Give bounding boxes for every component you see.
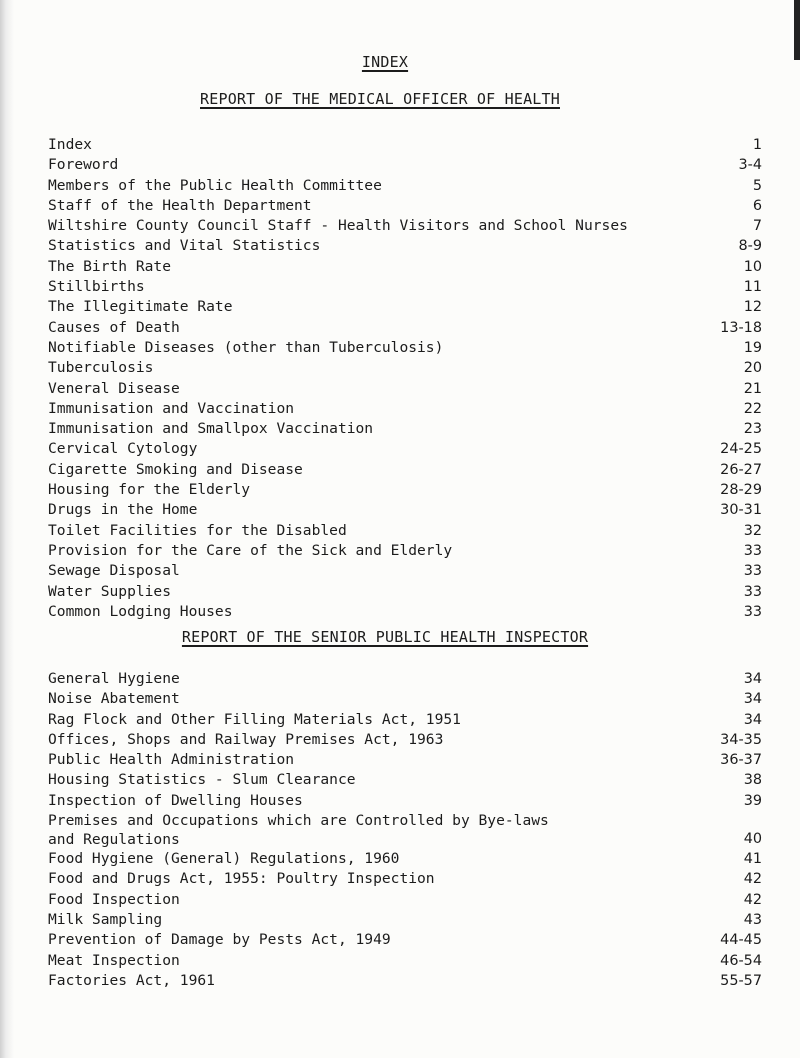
entry-page-number: 3-4 xyxy=(738,157,762,174)
page-title: INDEX xyxy=(361,53,409,71)
entry-title: Meat Inspection xyxy=(48,951,180,969)
entry-page-number: 42 xyxy=(743,871,762,888)
entry-title: Members of the Public Health Committee xyxy=(48,176,382,194)
entry-page-number: 12 xyxy=(743,299,762,316)
entry-page-number: 19 xyxy=(743,339,762,356)
index-list-public-health-inspector xyxy=(48,669,762,991)
entry-page-number: 26-27 xyxy=(720,461,762,478)
index-entry xyxy=(48,521,762,541)
entry-title: General Hygiene xyxy=(48,670,180,687)
entry-page-number: 24-25 xyxy=(720,441,762,458)
entry-page-number: 42 xyxy=(743,891,762,908)
index-entry xyxy=(48,338,762,358)
entry-title: Sewage Disposal xyxy=(48,562,180,580)
entry-title: Housing Statistics - Slum Clearance xyxy=(48,771,356,789)
entry-page-number: 38 xyxy=(743,772,762,789)
entry-title: The Birth Rate xyxy=(48,257,172,275)
index-entry xyxy=(48,602,762,622)
entry-title: Immunisation and Vaccination xyxy=(48,399,295,417)
entry-page-number: 33 xyxy=(743,542,762,559)
index-entry xyxy=(48,277,762,297)
entry-page-number: 34 xyxy=(743,711,762,728)
entry-page-number: 21 xyxy=(743,380,762,397)
index-entry xyxy=(48,155,762,175)
entry-title: Foreword xyxy=(48,156,119,174)
entry-title: Water Supplies xyxy=(48,582,172,600)
index-entry xyxy=(48,849,762,869)
entry-page-number: 6 xyxy=(752,197,762,214)
index-entry xyxy=(48,379,762,399)
index-entry xyxy=(48,689,762,709)
entry-title: Staff of the Health Department xyxy=(48,196,312,214)
index-entry xyxy=(48,750,762,770)
index-entry xyxy=(48,541,762,561)
index-entry xyxy=(48,971,762,991)
entry-page-number: 30-31 xyxy=(720,502,762,519)
entry-title: Prevention of Damage by Pests Act, 1949 xyxy=(48,931,391,949)
scan-corner-mark xyxy=(794,0,800,60)
index-entry xyxy=(48,890,762,910)
index-entry xyxy=(48,399,762,419)
index-entry xyxy=(48,216,762,236)
entry-title: Noise Abatement xyxy=(48,690,180,708)
entry-page-number: 40 xyxy=(743,830,762,847)
entry-page-number: 23 xyxy=(743,421,762,438)
index-entry xyxy=(48,770,762,790)
entry-title: Provision for the Care of the Sick and Elderly xyxy=(48,541,453,559)
index-entry xyxy=(48,419,762,439)
entry-page-number: 10 xyxy=(743,258,762,275)
entry-page-number: 44-45 xyxy=(720,932,762,949)
entry-title: Stillbirths xyxy=(48,278,145,296)
entry-title: Inspection of Dwelling Houses xyxy=(48,791,303,809)
entry-title: Rag Flock and Other Filling Materials Act, 1951 xyxy=(48,710,461,728)
entry-title: Immunisation and Smallpox Vaccination xyxy=(48,420,374,438)
entry-title: Common Lodging Houses xyxy=(48,602,233,620)
index-entry xyxy=(48,439,762,459)
entry-title: Toilet Facilities for the Disabled xyxy=(48,521,347,539)
entry-page-number: 22 xyxy=(743,400,762,417)
entry-page-number: 34 xyxy=(743,691,762,708)
entry-title: Index xyxy=(48,136,92,153)
entry-page-number: 36-37 xyxy=(720,752,762,769)
entry-page-number: 33 xyxy=(743,563,762,580)
entry-page-number: 46-54 xyxy=(720,952,762,969)
section-heading-medical-officer: REPORT OF THE MEDICAL OFFICER OF HEALTH xyxy=(200,90,560,108)
entry-page-number: 20 xyxy=(743,360,762,377)
entry-title: Food and Drugs Act, 1955: Poultry Inspection xyxy=(48,870,435,888)
entry-title: Milk Sampling xyxy=(48,910,163,928)
index-entry xyxy=(48,480,762,500)
entry-page-number: 34 xyxy=(743,671,762,687)
index-entry xyxy=(48,236,762,256)
entry-title: Public Health Administration xyxy=(48,751,295,769)
entry-page-number: 28-29 xyxy=(720,482,762,499)
entry-title: Food Hygiene (General) Regulations, 1960 xyxy=(48,850,400,868)
index-entry xyxy=(48,318,762,338)
index-entry xyxy=(48,811,762,849)
entry-page-number: 33 xyxy=(743,583,762,600)
entry-page-number: 1 xyxy=(752,137,762,153)
entry-page-number: 34-35 xyxy=(720,731,762,748)
index-entry xyxy=(48,869,762,889)
index-entry xyxy=(48,930,762,950)
entry-title: Tuberculosis xyxy=(48,359,154,377)
index-entry xyxy=(48,791,762,811)
entry-title: Veneral Disease xyxy=(48,379,180,397)
index-entry xyxy=(48,669,762,689)
index-entry xyxy=(48,500,762,520)
entry-page-number: 43 xyxy=(743,911,762,928)
entry-title: Premises and Occupations which are Controlled by Bye-laws and Regulations xyxy=(48,812,549,849)
index-entry xyxy=(48,951,762,971)
entry-title: Causes of Death xyxy=(48,318,180,336)
index-entry xyxy=(48,135,762,155)
entry-page-number: 11 xyxy=(743,279,762,296)
entry-title: Notifiable Diseases (other than Tuberculosis) xyxy=(48,338,444,356)
entry-page-number: 41 xyxy=(743,851,762,868)
entry-page-number: 13-18 xyxy=(720,319,762,336)
entry-page-number: 39 xyxy=(743,792,762,809)
entry-title: Drugs in the Home xyxy=(48,501,198,519)
entry-page-number: 7 xyxy=(752,218,762,235)
entry-title: Wiltshire County Council Staff - Health Visitors and School Nurses xyxy=(48,217,628,235)
index-entry xyxy=(48,910,762,930)
entry-page-number: 5 xyxy=(752,177,762,194)
entry-page-number: 8-9 xyxy=(738,238,762,255)
scan-binding-edge xyxy=(0,0,14,1058)
entry-title: Housing for the Elderly xyxy=(48,481,251,499)
index-entry xyxy=(48,358,762,378)
entry-page-number: 55-57 xyxy=(720,972,762,989)
index-entry xyxy=(48,730,762,750)
entry-page-number: 33 xyxy=(743,603,762,620)
section-heading-public-health-inspector: REPORT OF THE SENIOR PUBLIC HEALTH INSPECTOR xyxy=(181,628,589,646)
entry-title: Cervical Cytology xyxy=(48,440,198,458)
index-entry xyxy=(48,196,762,216)
entry-title: Factories Act, 1961 xyxy=(48,971,215,989)
entry-page-number: 32 xyxy=(743,522,762,539)
entry-title: Food Inspection xyxy=(48,890,180,908)
index-entry xyxy=(48,460,762,480)
index-entry xyxy=(48,710,762,730)
index-entry xyxy=(48,582,762,602)
index-list-medical-officer xyxy=(48,135,762,622)
entry-title: Cigarette Smoking and Disease xyxy=(48,460,303,478)
index-entry xyxy=(48,561,762,581)
entry-title: Statistics and Vital Statistics xyxy=(48,237,321,255)
index-entry xyxy=(48,297,762,317)
index-entry xyxy=(48,257,762,277)
entry-title: Offices, Shops and Railway Premises Act, 1963 xyxy=(48,730,444,748)
index-entry xyxy=(48,176,762,196)
entry-title: The Illegitimate Rate xyxy=(48,298,233,316)
